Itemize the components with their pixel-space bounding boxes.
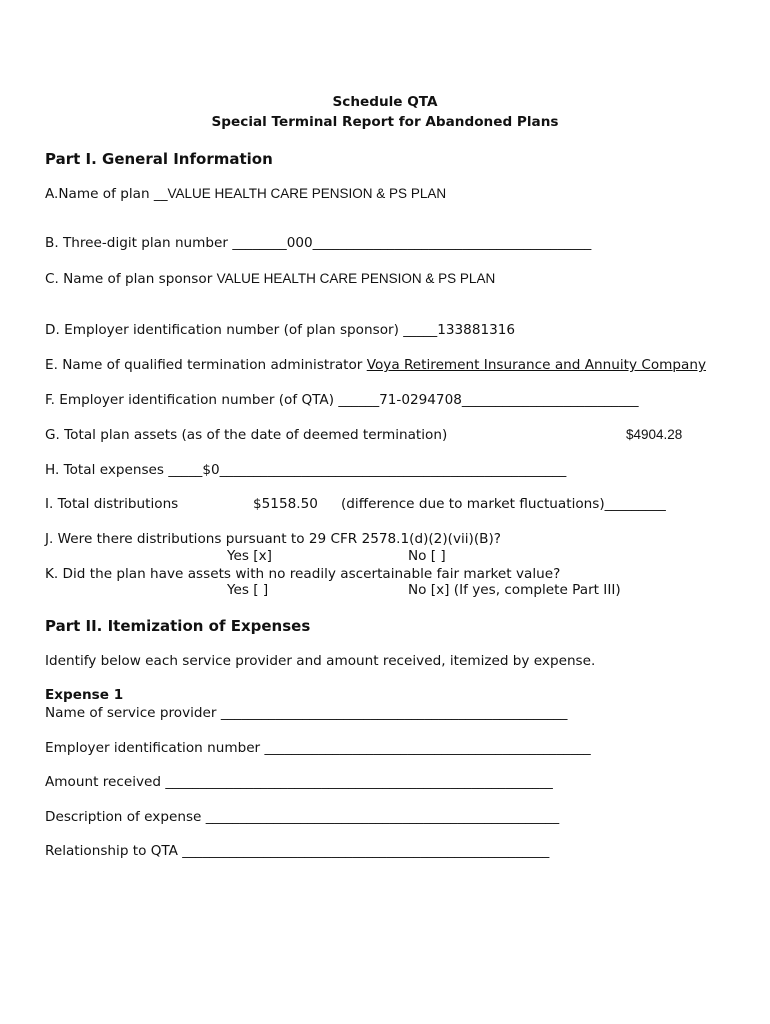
- field-f-value: 71-0294708: [379, 392, 462, 408]
- document-subtitle: Special Terminal Report for Abandoned Plans: [211, 114, 559, 130]
- field-b-label: B. Three-digit plan number ________: [45, 235, 287, 251]
- question-k: K. Did the plan have assets with no readily ascertainable fair market value?: [45, 566, 561, 582]
- question-k-no-checkbox[interactable]: No [x] (If yes, complete Part III): [408, 582, 621, 598]
- field-a-plan-name: [45, 186, 446, 202]
- field-b-trail: _________________________________________: [312, 235, 592, 251]
- field-b-plan-number: [45, 235, 591, 251]
- field-a-label: A.Name of plan __: [45, 186, 168, 202]
- part1-heading: Part I. General Information: [45, 150, 273, 168]
- part2-intro: Identify below each service provider and amount received, itemized by expense.: [45, 653, 596, 669]
- field-service-provider[interactable]: Name of service provider ___________________________________________________: [45, 705, 568, 721]
- field-h-value: $0: [202, 462, 220, 478]
- field-e-label: E. Name of qualified termination administrator: [45, 357, 367, 373]
- field-e-qta-name: [45, 357, 706, 373]
- part2-heading: Part II. Itemization of Expenses: [45, 617, 311, 635]
- field-h-trail: ___________________________________________________: [219, 462, 567, 478]
- question-k-yes-checkbox[interactable]: Yes [ ]: [227, 582, 269, 598]
- question-j-yes-checkbox[interactable]: Yes [x]: [227, 548, 272, 564]
- field-d-sponsor-ein: [45, 322, 515, 338]
- field-i-label: I. Total distributions: [45, 496, 179, 512]
- document-title: Schedule QTA: [332, 94, 438, 110]
- field-i-value: $5158.50: [253, 496, 318, 512]
- field-expense-description[interactable]: Description of expense ____________________________________________________: [45, 809, 560, 825]
- field-h-expenses: [45, 462, 566, 478]
- field-b-value: 000: [286, 235, 313, 251]
- field-e-value: Voya Retirement Insurance and Annuity Company: [366, 357, 707, 373]
- field-a-value: VALUE HEALTH CARE PENSION & PS PLAN: [167, 186, 447, 201]
- field-c-label: C. Name of plan sponsor: [45, 271, 217, 287]
- field-h-label: H. Total expenses _____: [45, 462, 203, 478]
- field-employer-id[interactable]: Employer identification number ________________________________________________: [45, 740, 591, 756]
- expense-1-heading: Expense 1: [45, 687, 124, 703]
- field-f-trail: __________________________: [461, 392, 639, 408]
- field-i-note: (difference due to market fluctuations)_________: [341, 496, 666, 512]
- field-relationship-to-qta[interactable]: Relationship to QTA ______________________________________________________: [45, 843, 550, 859]
- field-c-value: VALUE HEALTH CARE PENSION & PS PLAN: [216, 271, 496, 286]
- field-f-label: F. Employer identification number (of QTA) ______: [45, 392, 380, 408]
- field-d-label: D. Employer identification number (of plan sponsor) _____: [45, 322, 438, 338]
- field-g-label: G. Total plan assets (as of the date of deemed termination): [45, 427, 448, 443]
- field-c-plan-sponsor: [45, 271, 495, 287]
- question-j: J. Were there distributions pursuant to 29 CFR 2578.1(d)(2)(vii)(B)?: [45, 531, 501, 547]
- field-g-value: $4904.28: [626, 427, 683, 442]
- field-d-value: 133881316: [437, 322, 516, 338]
- question-j-no-checkbox[interactable]: No [ ]: [408, 548, 446, 564]
- field-f-qta-ein: [45, 392, 639, 408]
- field-amount-received[interactable]: Amount received _________________________________________________________: [45, 774, 553, 790]
